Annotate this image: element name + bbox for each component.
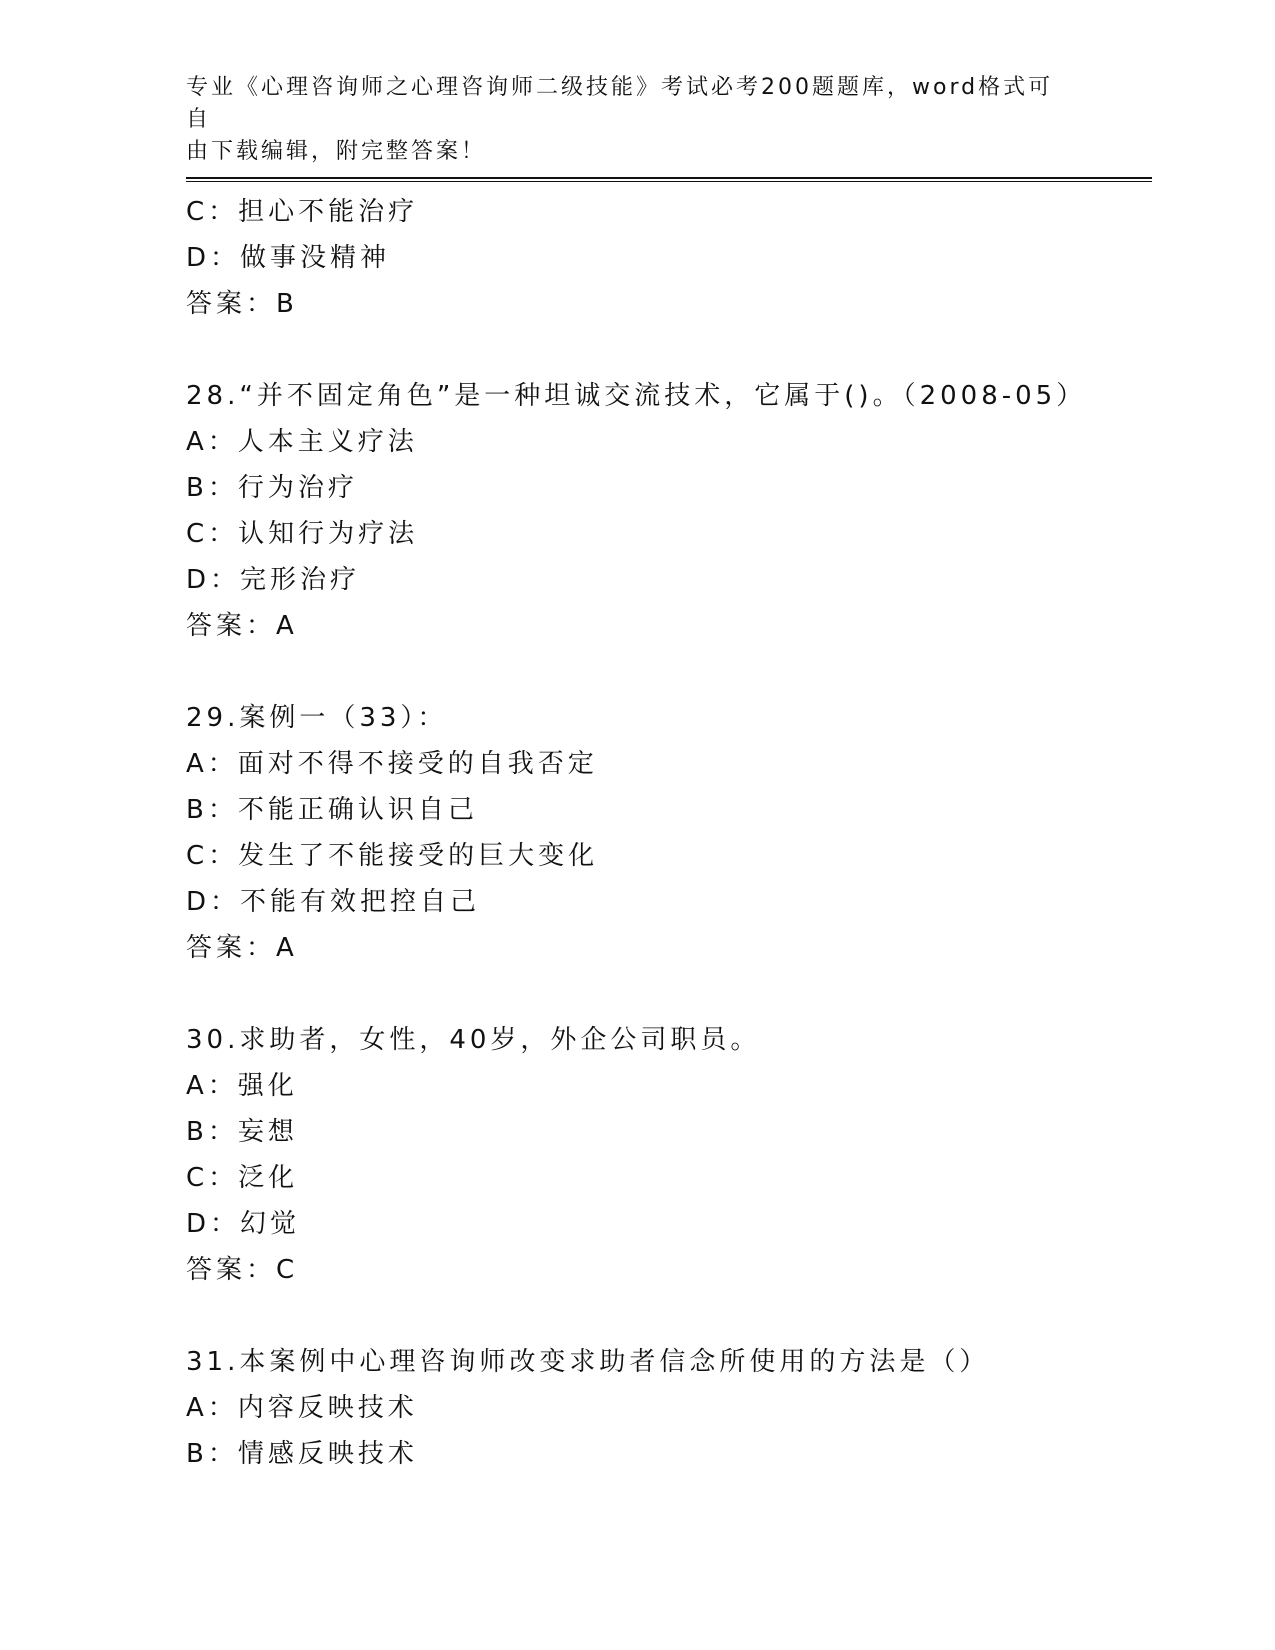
header-line-1: 专业《心理咨询师之心理咨询师二级技能》考试必考200题题库，word格式可自 (186, 75, 1054, 132)
question-block-31 (186, 1339, 1152, 1477)
question-stem: 31.本案例中心理咨询师改变求助者信念所使用的方法是（） (186, 1347, 990, 1377)
answer-line: 答案：A (186, 611, 298, 641)
spacer (186, 971, 1152, 1017)
option-a: A：面对不得不接受的自我否定 (186, 749, 598, 779)
option-c: C：担心不能治疗 (186, 197, 419, 227)
option-d: D：幻觉 (186, 1209, 301, 1239)
question-stem: 28.“并不固定角色”是一种坦诚交流技术，它属于()。（2008-05） (186, 381, 1087, 411)
question-stem: 29.案例一（33）： (186, 703, 448, 733)
question-stem: 30.求助者，女性，40岁，外企公司职员。 (186, 1025, 761, 1055)
question-block-29 (186, 695, 1152, 971)
option-c: C：泛化 (186, 1163, 299, 1193)
option-a: A：强化 (186, 1071, 298, 1101)
answer-line: 答案：A (186, 933, 298, 963)
answer-line: 答案：B (186, 289, 298, 319)
header-divider (186, 177, 1152, 182)
option-a: A：人本主义疗法 (186, 427, 418, 457)
document-header (186, 72, 1066, 168)
option-d: D：完形治疗 (186, 565, 361, 595)
option-d: D：不能有效把控自己 (186, 887, 481, 917)
option-b: B：不能正确认识自己 (186, 795, 478, 825)
option-b: B：妄想 (186, 1117, 298, 1147)
header-line-2: 由下载编辑，附完整答案！ (186, 139, 487, 164)
option-c: C：发生了不能接受的巨大变化 (186, 841, 599, 871)
answer-line: 答案：C (186, 1255, 299, 1285)
option-d: D：做事没精神 (186, 243, 391, 273)
option-b: B：情感反映技术 (186, 1439, 418, 1469)
option-a: A：内容反映技术 (186, 1393, 418, 1423)
option-c: C：认知行为疗法 (186, 519, 419, 549)
question-block-28 (186, 373, 1152, 649)
option-b: B：行为治疗 (186, 473, 358, 503)
spacer (186, 649, 1152, 695)
spacer (186, 1293, 1152, 1339)
question-list (186, 189, 1152, 1477)
spacer (186, 327, 1152, 373)
question-block-27 (186, 189, 1152, 327)
question-block-30 (186, 1017, 1152, 1293)
